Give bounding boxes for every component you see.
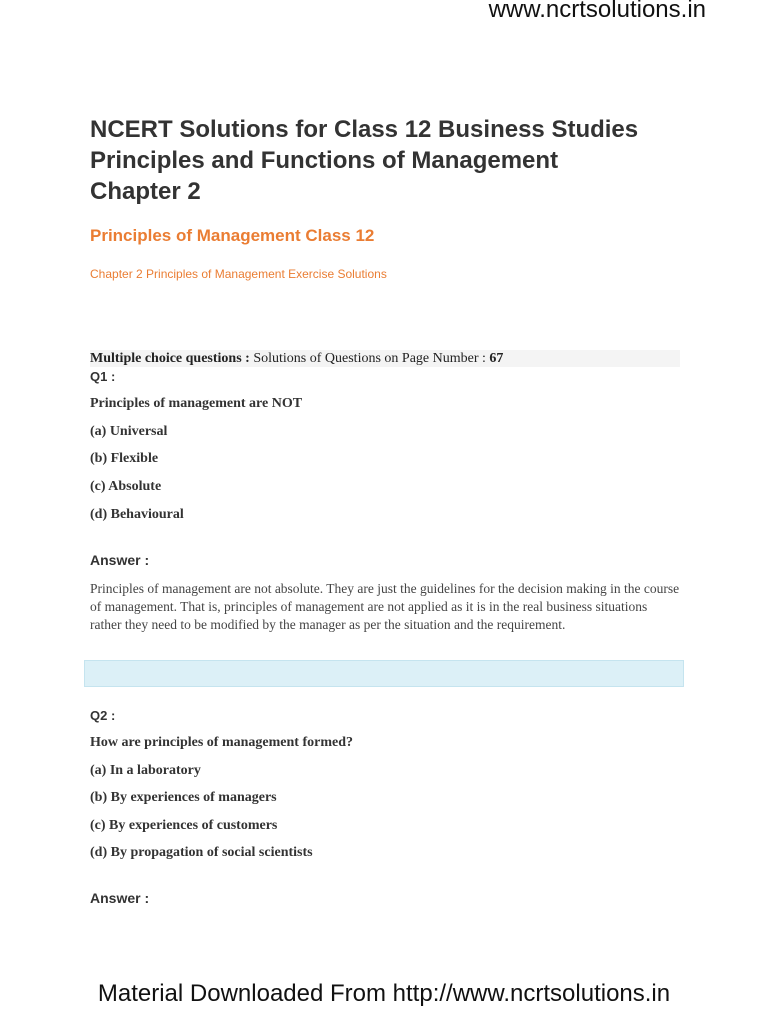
q1-option-c: (c) Absolute (90, 479, 162, 494)
q1-answer-label: Answer : (90, 552, 150, 568)
mcq-page-number: 67 (489, 351, 504, 366)
q1-question: Principles of management are NOT (90, 396, 303, 411)
q2-answer-label: Answer : (90, 890, 150, 906)
q1-answer-text: Principles of management are not absolute. They are just the guidelines for the decision making in the course of management. That is, principles of management are not applied as it is in the real business situations rather they need to be modified by the manager as per the situation and the requirement. (90, 581, 680, 632)
q1-label: Q1 : (90, 369, 116, 384)
q2-option-d: (d) By propagation of social scientists (90, 845, 313, 860)
q2-option-b: (b) By experiences of managers (90, 790, 277, 805)
q1-option-a: (a) Universal (90, 424, 168, 439)
page-subtitle: Principles of Management Class 12 (90, 226, 375, 245)
section-caption: Chapter 2 Principles of Management Exercise Solutions (90, 267, 387, 281)
mcq-header-label: Multiple choice questions : (90, 351, 250, 366)
q2-option-c: (c) By experiences of customers (90, 818, 278, 833)
mcq-header-text: Solutions of Questions on Page Number : (249, 351, 490, 366)
q2-question: How are principles of management formed? (90, 735, 353, 750)
q1-option-b: (b) Flexible (90, 451, 159, 466)
header-site-url: www.ncrtsolutions.in (488, 0, 706, 23)
q1-option-d: (d) Behavioural (90, 507, 184, 522)
q2-option-a: (a) In a laboratory (90, 763, 201, 778)
separator-band (84, 660, 684, 687)
q2-label: Q2 : (90, 708, 116, 723)
footer-download-note: Material Downloaded From http://www.ncrtsolutions.in (97, 980, 671, 1007)
page-title: NCERT Solutions for Class 12 Business Studies Principles and Functions of Management Chapter 2 (90, 116, 639, 205)
mcq-header (90, 351, 503, 367)
